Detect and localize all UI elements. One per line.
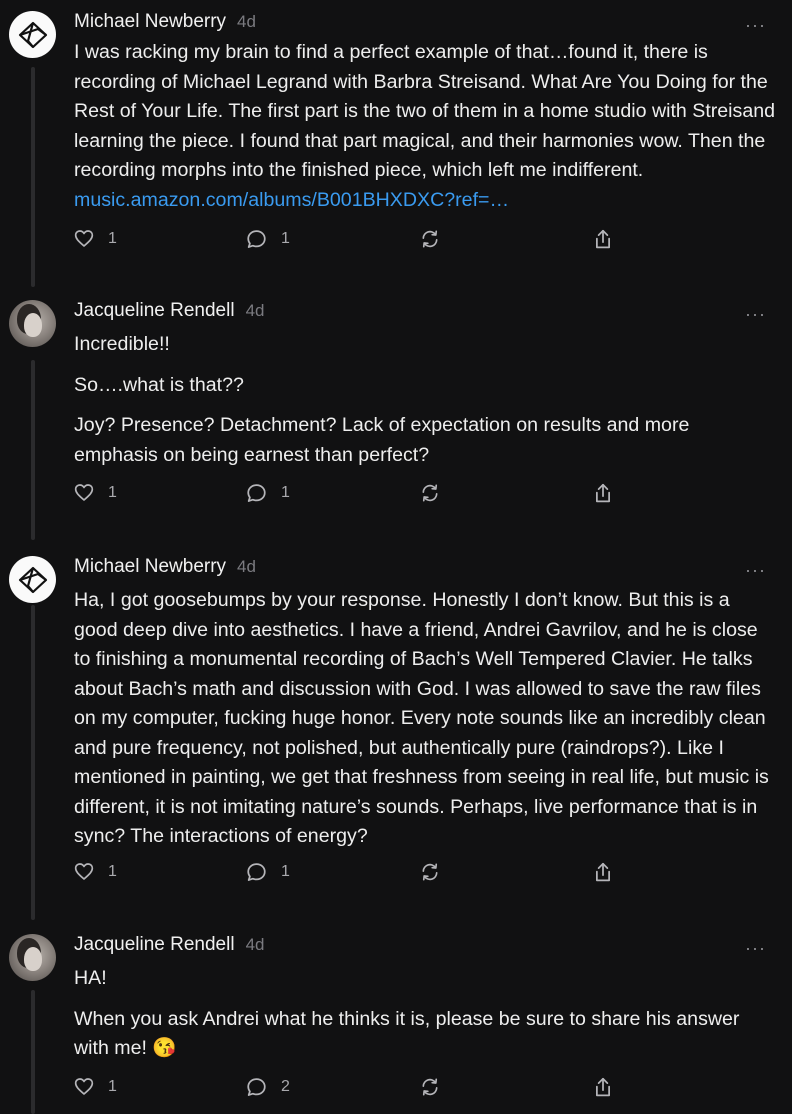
- timestamp: 4d: [237, 12, 256, 31]
- thread-line: [31, 605, 35, 920]
- share-button[interactable]: [594, 1077, 612, 1098]
- heart-icon: [74, 1077, 94, 1096]
- comment-text: When you ask Andrei what he thinks it is, please be sure to share his answer with me! 😘: [74, 1007, 740, 1059]
- restack-button[interactable]: [420, 862, 440, 882]
- comment-bubble-icon: [246, 862, 267, 882]
- share-button[interactable]: [594, 229, 612, 250]
- comment-text: Joy? Presence? Detachment? Lack of expectation on results and more emphasis on being earnest than perfect?: [74, 414, 690, 466]
- comment-actions: [74, 1077, 634, 1101]
- profile-photo: [24, 947, 42, 971]
- comment-body: [74, 330, 778, 481]
- author-name[interactable]: Jacqueline Rendell: [74, 934, 235, 955]
- share-icon: [594, 862, 612, 883]
- heart-icon: [74, 862, 94, 881]
- comment-bubble-icon: [246, 1077, 267, 1097]
- comment-text: Ha, I got goosebumps by your response. Honestly I don’t know. But this is a good deep dive into aesthetics. I have a friend, Andrei Gavrilov, and he is close to finishing a monumental recording of Bach’s Well Tempered Clavier. He talks about Bach’s math and discussion with God. I was allowed to save the raw files on my computer, fucking huge honor. Every note sounds like an incredibly clean and pure frequency, not polished, but authentically pure (raindrops?). Like I mentioned in painting, we get that freshness from seeing in real life, but music is different, it is not imitating nature’s sounds. Perhaps, live performance that is in sync? The interactions of energy?: [74, 589, 769, 847]
- comment-text: So….what is that??: [74, 373, 244, 396]
- avatar[interactable]: [9, 934, 56, 981]
- share-icon: [594, 1077, 612, 1098]
- restack-button[interactable]: [420, 229, 440, 249]
- diamond-logo-icon: [16, 18, 50, 52]
- reply-button[interactable]: [246, 483, 290, 503]
- author-name[interactable]: Michael Newberry: [74, 11, 227, 32]
- comment-body: [74, 586, 778, 863]
- comment-text: I was racking my brain to find a perfect example of that…found it, there is recording of Michael Legrand with Barbra Streisand. What Are You Doing for the Rest of Your Life. The first part is the two of them in a home studio with Streisand learning the piece. I found that part magical, and their harmonies wow. Then the recording morphs into the finished piece, which left me indifferent.: [74, 41, 776, 181]
- author-name[interactable]: Jacqueline Rendell: [74, 300, 235, 321]
- reply-button[interactable]: [246, 229, 290, 249]
- reply-button[interactable]: [246, 1077, 290, 1097]
- comment-body: [74, 38, 778, 226]
- reply-count: 1: [281, 484, 290, 501]
- like-count: 1: [108, 1077, 117, 1095]
- timestamp: 4d: [237, 557, 256, 576]
- profile-photo: [24, 313, 42, 337]
- thread-line: [31, 360, 35, 540]
- share-icon: [594, 483, 612, 504]
- reply-count: 1: [281, 230, 290, 247]
- avatar[interactable]: [9, 556, 56, 603]
- comment-actions: [74, 862, 634, 886]
- restack-button[interactable]: [420, 483, 440, 503]
- comment-actions: [74, 229, 634, 253]
- share-button[interactable]: [594, 862, 612, 883]
- more-options-icon[interactable]: ···: [745, 560, 766, 580]
- like-button[interactable]: [74, 229, 117, 248]
- thread-line: [31, 990, 35, 1114]
- like-button[interactable]: [74, 1077, 117, 1096]
- restack-icon: [420, 1077, 440, 1097]
- like-count: 1: [108, 229, 117, 247]
- restack-icon: [420, 229, 440, 249]
- reply-count: 2: [281, 1078, 290, 1095]
- share-button[interactable]: [594, 483, 612, 504]
- like-count: 1: [108, 483, 117, 501]
- timestamp: 4d: [245, 301, 265, 320]
- comment-actions: [74, 483, 634, 507]
- comment-bubble-icon: [246, 483, 267, 503]
- more-options-icon[interactable]: ···: [745, 938, 766, 958]
- thread-line: [31, 67, 35, 287]
- heart-icon: [74, 483, 94, 502]
- author-name[interactable]: Michael Newberry: [74, 556, 227, 577]
- avatar[interactable]: [9, 11, 56, 58]
- more-options-icon[interactable]: ···: [745, 15, 766, 35]
- comment-bubble-icon: [246, 229, 267, 249]
- comment-text: Incredible!!: [74, 333, 170, 355]
- timestamp: 4d: [245, 935, 265, 954]
- reply-count: 1: [281, 863, 290, 880]
- like-button[interactable]: [74, 862, 117, 881]
- more-options-icon[interactable]: ···: [745, 304, 766, 324]
- reply-button[interactable]: [246, 862, 290, 882]
- diamond-logo-icon: [16, 563, 50, 597]
- comment-text: HA!: [74, 967, 107, 989]
- album-link[interactable]: music.amazon.com/albums/B001BHXDXC?ref=…: [74, 188, 510, 211]
- heart-icon: [74, 229, 94, 248]
- share-icon: [594, 229, 612, 250]
- avatar[interactable]: [9, 300, 56, 347]
- comment-body: [74, 964, 778, 1075]
- restack-icon: [420, 862, 440, 882]
- like-button[interactable]: [74, 483, 117, 502]
- restack-button[interactable]: [420, 1077, 440, 1097]
- restack-icon: [420, 483, 440, 503]
- like-count: 1: [108, 862, 117, 880]
